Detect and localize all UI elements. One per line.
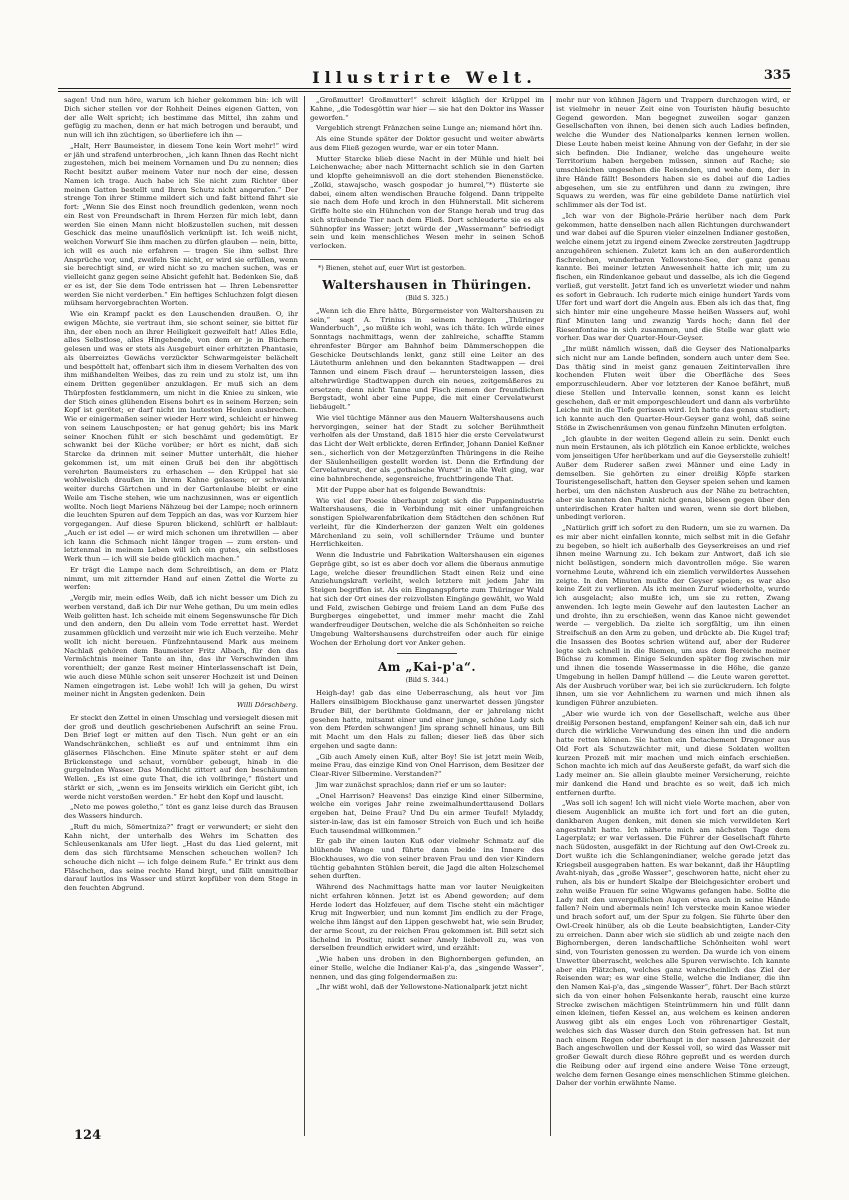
paragraph: „Neto me powes goletho,“ tönt es ganz leise durch das Brausen des Wassers hindurch. <box>64 803 298 820</box>
section-heading-waltershausen: Waltershausen in Thüringen. <box>322 277 532 292</box>
column-right <box>556 96 790 1136</box>
header-rule-secondary <box>58 91 791 92</box>
footnote: *) Bienen, stehet auf, euer Wirt ist gestorben. <box>318 263 467 272</box>
paragraph: „Ruft du mich, Sömertniza?“ fragt er verwundert; er sieht den Kahn nicht, der unterhalb des Wehrs im Schatten des Schleusenkanals am Ufer liegt. „Hast du das Lied gelernt, mit dem das sich fürchtsame Menschen scheuchen wollen? Ich scheuche dich nicht — ich folge deinem Rufe.“ Er trinkt aus dem Fläschchen, das seine rechte Hand birgt, und fällt unmittelbar darauf lautlos ins Wasser und stürzt kopfüber von dem Stege in den feuchten Abgrund. <box>64 822 298 892</box>
paragraph: Wie viel tüchtige Männer aus den Mauern Waltershausens auch hervorgingen, seiner hat der Stadt zu solcher Berühmtheit verholfen als der Umstand, daß 1815 hier die erste Cervelatwurst das Licht der Welt erblickte, deren Erfinder, Johann Daniel Keßner sen., sicherlich von der Metzgerzünften Thüringens in die Reihe der Säulenheiligen gestellt worden ist. Denn die Erfindung der Cervelatwurst, der als „gothaische Wurst“ in alle Welt ging, war eine bahnbrechende, segensreiche, fruchtbringende That. <box>310 413 544 483</box>
letter-signature: Willi Dörschberg. <box>236 701 298 709</box>
paragraph: „Wenn ich die Ehre hätte, Bürgermeister von Waltershausen zu sein,“ sagt A. Trinius in seinem herzigen „Thüringer Wanderbuch“, „so müßte ich wohl, was ich thäte. Ich würde eines Sonntags nachmittags, wenn der zahlreiche, schaffte Stamm ehrenfester Bürger am Bahnhof beim Dämmerschoppen die Geschicke Deutschlands lenkt, ganz still eine Leiter an des Läutethurm anlehnen und den bekannten Stadtwappen — drei Tannen und einem Fisch drauf — heruntersteigen lassen, dies altehrwürdige Stadtwappen durch ein neues, zeitgemäßeres zu ersetzen; denn nicht Tanne und Fisch ziemen der freundlichen Bergstadt, wohl aber eine Puppe, die mit einer Cervelatwurst liebäugelt.“ <box>310 306 544 411</box>
paragraph: Er trägt die Lampe nach dem Schreibtisch, an dem er Platz nimmt, um mit zitternder Hand auf einen Zettel die Worte zu werfen: <box>64 565 298 592</box>
journal-title: Illustrirte Welt. <box>312 68 537 87</box>
paragraph: Wie viel der Poesie überhaupt zeigt sich die Puppenindustrie Waltershausens, die in Verbindung mit einer umfangreichen sonstigen Spielwarenfabrikation dem Städtchen den schönen Ruf verleiht, für die Kinderherzen der ganzen Welt ein goldenes Märchenland zu sein, voll schillernder Träume und bunter Herrlichkeiten. <box>310 496 544 549</box>
letter-paragraph: „Vergib mir, mein edles Weib, daß ich nicht besser um Dich zu werben verstand, daß ich Dir nur Wehe gethan, Du um mein edles Weib gelitten hast. Ich scheide mit einem Segenswunsche für Dich und den andern, den Du allein vom Tode errettet hast. Werdet zusammen glücklich und verzeiht mir wie ich Euch verzeihe. Mehr wollt ich nicht bereuen. Fünfzehntausend Mark aus meinem Nachlaß gehören dem Baumeister Fritz Albach, für den das Vermächtnis meiner Tante an ihn, das ihr Verschwinden ihm vorenthielt; der ganze Rest meiner Hinterlassenschaft ist Dein, wie auch diese Mühle schon seit unserer Hochzeit ist und Deinen Namen eingetragen ist. Lebe wohl! Ich will ja gehen, Du wirst meiner nicht in Ängsten gedenken. Dein <box>64 594 298 699</box>
paragraph: Er steckt den Zettel in einen Umschlag und versiegelt diesen mit der groß und deutlich geschriebenen Aufschrift an seine Frau. Den Brief legt er mitten auf den Tisch. Nun geht er an ein Wandschränkchen, schließt es auf und entnimmt ihm ein gläsernes Fläschchen. Eine Minute später steht er auf dem Brückenstege und schaut, vornüber gebeugt, hinab in die gurgelnden Wasser. Das Mondlicht zittert auf den beschäumten Wellen. „Es ist eine gute That, die ich vollbringe,“ flüstert und stärkt er sich, „wenn es im Jenseits wirklich ein Gericht gibt, ich werde nicht verstoßen werden.“ Er hebt den Kopf und lauscht. <box>64 713 298 801</box>
paragraph: „Ihr müßt nämlich wissen, daß die Geyser des Nationalparks sich nicht nur am Lande befinden, sondern auch unter dem See. Das thätig sind in meist ganz genauen Zeitintervallen ihre kochenden Fluten weit über die Oberfläche des Sees emporzuschleudern. Aber vor letzteren der Kanoe befährt, muß diese Stellen und Intervalle kennen, sonst kann es leicht geschehen, daß er mit emporgeschleudert und dann als verbrühte Leiche mit in die Tiefe gerissen wird. Ich hatte das genau studiert; ich kannte auch den Quarter-Hour-Geyser ganz wohl, daß seine Stöße in Zwischenräumen von genau fünfzehn Minuten erfolgten. <box>556 345 790 432</box>
paragraph: „Ihr wißt wohl, daß der Yellowstone-Nationalpark jetzt nicht <box>316 983 528 992</box>
footnote-rule <box>310 259 410 260</box>
paragraph: „Wie haben uns droben in den Bighornbergen gefunden, an einer Stelle, welche die Indianer Kai-p'a, das „singende Wasser“, nennen, und das ging folgendermaßen zu: <box>310 955 544 981</box>
paragraph: sagen! Und nun höre, warum ich hieher gekommen bin: ich will Dich sicher stellen vor der Rohheit Deines eigenen Gatten, von der alle Welt spricht; ich bestimme das Mittel, ihn zahm und gefügig zu machen, denn er hat mich betrogen und beraubt, und nun will ich ihn züchtigen, so überliefere ich ihn — <box>64 96 298 139</box>
section-image-reference: (Bild S. 325.) <box>405 293 449 302</box>
section-heading-kaipa: Am „Kai-p'a“. <box>377 660 477 675</box>
paragraph: mehr nur von kühnen Jägern und Trappern durchzogen wird, er ist vielmehr in neuer Zeit eine von Touristen häufig besuchte Gegend geworden. Man begegnet zuweilen sogar ganzen Gesellschaften von ihnen, bei denen sich auch Ladies befinden, welche die Wunder des Nationalparks kennen lernen wollen. Diese Leute haben meist keine Ahnung von der Gefahr, in der sie sich befinden. Die Indianer, welche das ungeheure weite Territorium haben hergeben müssen, sinnen auf Rache; sie umschleichen ungesehen die Reisenden, und wehe dem, der in ihre Hände fällt! Besonders haben sie es dabei auf die Ladies abgesehen, um sie zu entführen und dann zu zwingen, ihre Squaws zu werden, was für eine gebildete Dame natürlich viel schlimmer als der Tod ist. <box>556 96 790 209</box>
paragraph: „Großmutter! Großmutter!“ schreit kläglich der Krüppel im Kahne, „die Todesgöttin war hier — sie hat den Doktor ins Wasser geworfen.“ <box>310 96 544 122</box>
paragraph: „Ich glaubte in der weiten Gegend allein zu sein. Denkt euch nun mein Erstaunen, als ich plötzlich ein Kanoe erblickte, welches vom jenseitigen Ufer herüberkam und auf die Geyserstelle zuhielt! Außer dem Ruderer saßen zwei Männer und eine Lady in demselben. Sie gehörten zu einer dreißig Köpfe starken Touristengesellschaft, hatten den Geyser speien sehen und kamen herbei, um den nächsten Ausbruch aus der Nähe zu betrachten, aber sie kannten den Punkt nicht genau, bliesen gegen über den unterirdischen Krater halten und waren, wenn sie dort blieben, unbedingt verloren. <box>556 434 790 522</box>
paragraph: „Onel Harrison? Heavens! Das einzige Kind einer Silbermine, welche ein voriges Jahr reine zweimalhunderttausend Dollars ergeben hat, Deine Frau? Und Du ein armer Teufel! Myladdy, sister-in-law, das ist ein famoser Streich von Euch und ich heiße Euch tausendmal willkommen.“ <box>310 791 544 835</box>
paragraph: „Aber wie wurde ich von der Gesellschaft, welche aus über dreißig Personen bestand, empfangen! Keiner sah ein, daß ich nur durch die wirkliche Verwundung des einen ihn und die andern hatte retten können. Sie hatten ein Detachement Dragoner aus Old Fort als Schutzwächter mit, und diese Soldaten wollten kurzen Prozeß mit mir machen und mich einfach erschießen. Schon machte ich mich auf das Aeußerste gefaßt, da warf sich die Lady meiner an. Sie allein glaubte meiner Versicherung, reichte mir dankend die Hand und brachte es so weit, daß ich mich entfernen durfte. <box>556 709 790 797</box>
paragraph: Wie ein Krampf packt es den Lauschenden draußen. O, ihr ewigen Mächte, sie vertraut ihm, sie schont seiner, sie bittet für ihn, der eben noch an ihrer Heiligkeit gezweifelt hat! Alles Edle, alles Selbstlose, alles Hingebende, von dem er je in Büchern gelesen und was er stets als Ausgeburt einer erhitzten Phantasie, als überreiztes Gewächs verzückter Schwarmgeister belächelt und bespöttelt hat, offenbart sich ihm in diesem Verhalten des von ihm mißhandelten Weibes, das zu rein und zu stolz ist, um ihn einem Dritten gegenüber anzuklagen. Er muß sich an dem Thürpfosten festklammern, um nicht in die Kniee zu sinken, wie der Stich eines glühenden Eisens bohrt es in seinem Herzen; sein Kopf ist gerötet; er darf nicht im lautesten Heulen ausbrechen. Wie er einigermaßen seiner wieder Herr wird, schleicht er hinweg von seinem Lauschposten; er hat genug gehört; bis ins Mark seiner Knochen fühlt er sich beschämt und gedemütigt. Er schwankt bei der Küche vorüber; er hört es nicht, daß sich Starcke da drinnen mit seiner Mutter unterhält, die hieher gekommen ist, um mit einen Gruß bei den ihr abgöttisch verehrten Baumeisters zu erhaschen — den Krüppel hat sie wohlweislich draußen in ihrem Kahne gelassen; er schwankt weiter durchs Gärtchen und in der Gartenlaube bleibt er eine Weile am Tische stehen, wie um nachzusinnen, was er eigentlich wollte. Noch liegt Mariens Nähzeug bei der Lampe; noch erinnern die leuchten Spuren auf dem Teppich an das, was vor Kurzem hier vorgegangen. Auf diese Spuren blickend, schlürft er halblaut: „Auch er ist edel — er wird mich schonen um ihretwillen — aber ich kann die Schmach nicht länger tragen — zum ersten- und letztenmal in meinem Leben will ich ein gutes, ein selbstloses Werk thun — ich will sie beide glücklich machen.“ <box>64 310 298 563</box>
section-image-reference: (Bild S. 344.) <box>405 676 449 685</box>
paragraph: Heigh-day! gab das eine Ueberraschung, als heut vor Jim Hallers einsilbigem Blockhause ganz unerwartet dessen jüngster Bruder Bill, der berühmte Goldmann, der er jahrelang nicht gesehen hatte, mitsamt einer und einer junge, schöne Lady sich von dem Pferden schwangen! Jim sprang schnell hinaus, um Bill mit Macht um den Hals zu fallen; dieser ließ das über sich ergehen und sagte dann: <box>310 689 544 750</box>
paragraph: „Was soll ich sagen! Ich will nicht viele Worte machen, aber von diesem Augenblick an mußte ich fort und fort an die guten, dankbaren Augen denken, mit denen sie mich verwildeten Kerl angestrahlt hatte. Ich näherte mich am nächsten Tage dem Lagerplatz; er war verlassen. Die Führer der Gesellschaft führte nach Südosten, ausgefäkt in der Richtung auf den Owl-Creek zu. Dort wußte ich die Schlangenindianer, welche gerade jetzt das Kriegsbeil ausgegraben hatten. Es war bekannt, daß ihr Häuptling Avaht-niyah, das „große Wasser“, geschworen hatte, nicht eher zu ruhen, als bis er hundert Skalpe der Bleichgesichter erobert und zehn weiße Frauen für seine Wigwams gefangen habe. Sollte die Lady mit den unvergeßlichen Augen etwa auch in seine Hände fallen? Nein und abermals nein! Ich verstecke mein Kanoe wieder und brach sofort auf, um der Spur zu folgen. Sie führte über den Owl-Creek hinüber, als ob die Leute beabsichtigten, Lander-City zu erreichen. Dann aber wich sie südlich ab und zeigte nach den Bighornbergen, deren landschaftliche Schönheiten wohl wert sind, von Touristen genossen zu werden. Da wurde ich von einem Unwetter überrascht, welches alle Spuren verwischte. Ich kannte aber ein Plätzchen, welches ganz wahrscheinlich das Ziel der Reisenden war; es war eine Stelle, welche die Indianer, die ihn den Namen Kai-p'a, das „singende Wasser“, führt. Der Bach stürzt sich da von einer hohen Felsenkante herab, rauscht eine kurze Strecke zwischen mächtigen Steintrümmern hin und füllt dann einen kleinen, tiefen Kessel an, aus welchem es keinen anderen Ausweg gibt als ein enges Loch von röhrenartiger Gestalt, welches sich das Wasser durch den Stein gefressen hat. Ist nun nach einem Regen oder überhaupt in der nassen Jahreszeit der Bach angeschwollen und der Kessel voll, so wird das Wasser mit großer Gewalt durch diese Röhre gepreßt und es werden durch die Reibung oder auf irgend eine andere Weise Töne erzeugt, welche dem fernen Gesange eines menschlichen Stimme gleichen. Daher der vorhin erwähnte Name. <box>556 799 790 1088</box>
paragraph: Während des Nachmittags hatte man vor lauter Neuigkeiten nicht erfahren können. Jetzt ist es Abend geworden; auf dem Herde lodert das Holzfeuer, auf dem Tische steht ein mächtiger Krug mit Ingwerbier, und nun kommt Jim endlich zu der Frage, welche ihm längst auf den Lippen geschwebt hat, wie sein Bruder, der arme Scout, zu der reichen Frau gekommen ist. Bill setzt sich lächelnd in Positur, nickt seiner Amely liebevoll zu, was von derselben freundlich erwidert wird, und erzählt: <box>310 883 544 953</box>
paragraph: Wenn die Industrie und Fabrikation Waltershausen ein eigenes Gepräge gibt, so ist es aber doch vor allem die überaus anmutige Lage, welche dieser freundlichen Stadt einen Reiz und eine Anziehungskraft verleiht, welch letztere mit jedem Jahr im Steigen begriffen ist. Als ein Eingangspforte zum Thüringer Wald hat sich der Ort eines der reizvollsten Eingänge gewählt, wo Wald und Feld, zwischen Gebirge und freiem Land an dem Fuße des Burgberges eingebettet, und immer mehr macht die Zahl wanderfreudiger Deutschen, welche die als Schönheiten so reiche Umgebung Waltershausens durchstreifen oder auch für einige Wochen der Erholung dort vor Anker gehen. <box>310 551 544 647</box>
paragraph: „Halt, Herr Baumeister, in diesem Tone kein Wort mehr!“ wird er jäh und strafend unterbrochen, „ich kann Ihnen das Recht nicht zugestehen, mich bei meinem Vornamen und Du zu nennen; dies Recht besitzt außer meinem Vater nur noch der eine, dessen Namen ich trage. Auch habe ich Sie nicht zum Richter über meinen Gatten bestellt und Ihren Schutz nicht angerufen.“ Der strenge Ton ihrer Stimme mildert sich und faßt bittend fährt sie fort: „Wenn Sie des Einst noch freundlich gedenken, wenn noch ein Rest von Freundschaft in Ihrem Herzen für mich lebt, dann werden Sie einen Mann nicht bloßzustellen suchen, mit dessen Geschick das meine unauflöslich verknüpft ist. Ich weiß nicht, welchen Vorwurf Sie ihm machen zu dürfen glauben — nein, bitte, ich will es auch nie erfahren — tragen Sie ihm selbst Ihre Ansprüche vor, und, zweifeln Sie nicht, er wird sie erfüllen, wenn sie berechtigt sind, er wird nicht so zu machen suchen, was er vielleicht ganz gegen seine Absicht gefehlt hat. Bedenken Sie, daß er es ist, der Sie dem Tode entrissen hat — Ihren Lebensretter werden Sie nicht verderben.“ Ein heftiges Schluchzen folgt diesen mühsam hervorgebrachten Worten. <box>64 141 298 308</box>
paragraph: Mit der Puppe aber hat es folgende Bewandtnis: <box>316 485 486 494</box>
header-rule <box>58 88 791 89</box>
page-number: 335 <box>763 68 791 83</box>
paragraph: Als eine Stunde später der Doktor gesucht und weiter abwärts aus dem Fließ gezogen wurde, war er ein toter Mann. <box>310 135 544 152</box>
paragraph: Vergeblich strengt Fränzchen seine Lunge an; niemand hört ihn. <box>316 124 543 133</box>
column-middle <box>310 96 544 1136</box>
section-separator <box>397 653 457 654</box>
paragraph: „Natürlich griff ich sofort zu den Rudern, um sie zu warnen. Da es mir aber nicht einfallen konnte, mich selbst mit in die Gefahr zu begeben, so hielt ich außerhalb des Geyserkreises an und rief ihnen meine Warnung zu. Ich bekam zur Antwort, daß ich sie nicht belästigen, sondern mich davontrollen möge. Sie waren vornehme Leute, während ich ein ziemlich verwildertes Aussehen zeigte. In den Minuten mußte der Geyser speien; es war also keine Zeit zu verlieren. Als ich meinen Zuruf wiederholte, wurde ich ausgelacht; also mußte ich, um sie zu retten, Zwang anwenden. Ich legte mein Gewehr auf den lautesten Lacher an und drohte, ihn zu erschießen, wenn das Kanoe nicht gewendet werde — vergeblich. Da zielte ich sorgfältig, um ihn einen Streifschuß an den Arm zu geben, und drückte ab. Die Kugel traf; die Insassen des Bootes schrien wütend auf, aber der Ruderer legte sich schnell in die Riemen, um aus dem Bereiche meiner Büchse zu kommen. Einige Sekunden später flog zwischen mir und ihnen die tosende Wassermasse in die Höhe, die ganze Umgebung in hellen Dampf hüllend — die Leute waren gerettet. Als der Ausbruch vorüber war, bei ich sie zurückrudern. Ich folgte ihnen, um sie vor Aehnlichem zu warnen und mich ihnen als kundigen Führer anzubieten. <box>556 524 790 707</box>
column-left <box>64 96 298 1136</box>
paragraph: Mutter Starcke blieb diese Nacht in der Mühle und hielt bei Leichenwache; aber nach Mitternacht schlich sie in den Garten und klopfte geheimnisvoll an die dort stehenden Bienenstöcke. „Zolki, stawajscho, wasch gospodar jo humrel,“*) flüsterte sie dabei, einem alten wendischen Brauche folgend. Dann trippelte sie nach dem Hofe und kroch in den Hühnerstall. Mit sicherem Griffe holte sie ein Hühnchen von der Stange herab und trug das sich sträubende Tier nach dem Fließ. Dort schleuderte sie es als Sühnopfer ins Wasser; jetzt würde der „Wassermann“ befriedigt sein und kein menschliches Wesen mehr in seinen Schoß verlocken. <box>310 154 544 250</box>
paragraph: Er gab ihr einen lauten Kuß oder vielmehr Schmatz auf die blühende Wange und führte dann beide ins Innere des Blockhauses, wo die von seiner braven Frau und den vier Kindern tüchtig gebahnten Stühlen bereit, die Jagd die alten Holzschemel sehen durften. <box>310 837 544 881</box>
paragraph: Jim war zunächst sprachlos; dann rief er um so lauter: <box>316 780 507 789</box>
paragraph: „Gib auch Amely einen Kuß, alter Boy! Sie ist jetzt mein Weib, meine Frau, das einzige Kind von Onel Harrison, dem Besitzer der Clear-River Silbermine. Verstanden?“ <box>310 752 544 778</box>
folio-number: 124 <box>74 1128 102 1143</box>
paragraph: „Ich war von der Bighole-Prärie herüber nach dem Park gekommen, hatte denselben nach allen Richtungen durchwandert und war dabei auf die Spuren vieler einzelnen Indianer gestoßen, welche einem jetzt zu irgend einem Zwecke zerstreuten Jagdtrupp anzugehören schienen. Zuletzt kam ich an den außerordentlich fischreichen, wunderbaren Yellowstone-See, der ganz genau kannte. Bei meiner letzten Anwesenheit hatte ich mir, um zu fischen, ein Rindenkanoe gebaut und dasselbe, als ich die Gegend verließ, gut verstellt. Jetzt fand ich es unverletzt wieder und nahm es sofort in Gebrauch. Ich ruderte mich einige hundert Yards vom Ufer fort und warf dort die Angeln aus. Eben als ich das that, fing sich hinter mir eine ungeheure Masse heißen Wassers auf, wohl fünf Minuten lang und zwanzig Yards hoch; dann fiel der Riesenfontaine in sich zusammen, und die Stelle war glatt wie vorher. Das war der Quarter-Hour-Geyser. <box>556 211 790 343</box>
article-columns <box>64 96 794 1136</box>
page-header <box>58 66 791 94</box>
